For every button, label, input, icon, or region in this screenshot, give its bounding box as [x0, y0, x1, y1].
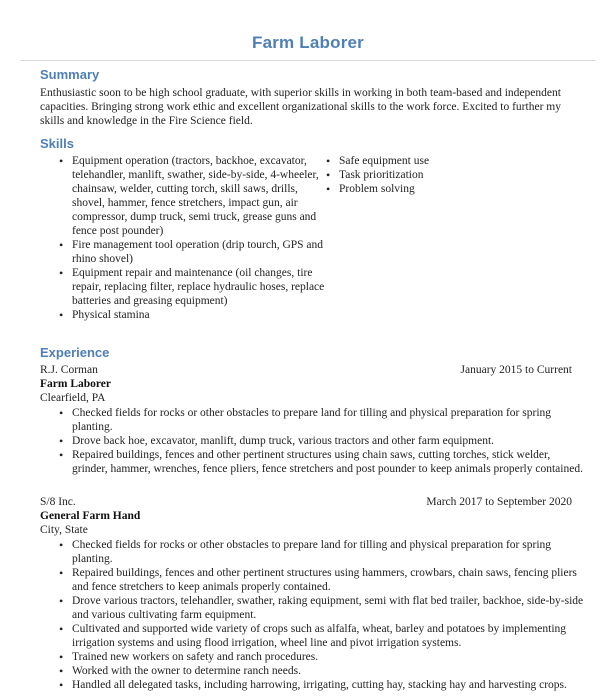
skill-item: • Equipment repair and maintenance (oil changes, tire repair, replacing filter, replace hydraulic hoses, replace batteries and greasing equipment) — [40, 266, 325, 308]
skills-list-right — [307, 154, 567, 196]
job-dates: January 2015 to Current — [460, 364, 572, 376]
job-location: City, State — [40, 524, 88, 536]
job-bullet: • Drove various tractors, telehandler, swather, raking equipment, semi with flat bed trailer, backhoe, side-by-side and various cultivating farm equipment. — [40, 594, 585, 622]
job-bullet: • Cultivated and supported wide variety of crops such as alfalfa, wheat, barley and potatoes by implementing irrigation systems and using flood irrigation, wheel line and pivot irrigation systems. — [40, 622, 585, 650]
skill-item: • Equipment operation (tractors, backhoe, excavator, telehandler, manlift, swather, side-by-side, 4-wheeler, chainsaw, welder, cutting torch, skill saws, drills, shovel, hammer, fence stretchers, impact gun, air compressor, dump truck, semi truck, grease guns and fence post pounder) — [40, 154, 325, 238]
summary-heading: Summary — [40, 67, 100, 82]
skills-list-left — [40, 154, 325, 322]
job-company: R.J. Corman — [40, 364, 98, 376]
job-bullet: • Handled all delegated tasks, including harrowing, irrigating, cutting hay, stacking hay and harvesting crops. — [40, 678, 585, 692]
job-bullet: • Checked fields for rocks or other obstacles to prepare land for tilling and physical preparation for spring planting. — [40, 538, 585, 566]
skill-item: • Fire management tool operation (drip tourch, GPS and rhino shovel) — [40, 238, 325, 266]
job-company: S/8 Inc. — [40, 496, 76, 508]
job-bullet: • Checked fields for rocks or other obstacles to prepare land for tilling and physical preparation for spring planting. — [40, 406, 585, 434]
experience-heading: Experience — [40, 345, 110, 360]
job-location: Clearfield, PA — [40, 392, 106, 404]
job-dates: March 2017 to September 2020 — [426, 496, 572, 508]
skills-heading: Skills — [40, 136, 74, 151]
job-bullets — [40, 406, 585, 476]
header-divider — [20, 60, 596, 61]
job-title: General Farm Hand — [40, 510, 141, 522]
skill-item: • Safe equipment use — [307, 154, 567, 168]
resume-name: Farm Laborer — [252, 33, 364, 52]
job-bullet: • Repaired buildings, fences and other pertinent structures using hammers, crowbars, chain saws, fencing pliers and fence stretchers to keep animals properly contained. — [40, 566, 585, 594]
skill-item: • Task prioritization — [307, 168, 567, 182]
job-bullet: • Worked with the owner to determine ranch needs. — [40, 664, 585, 678]
job-bullet: • Trained new workers on safety and ranch procedures. — [40, 650, 585, 664]
job-bullet: • Repaired buildings, fences and other pertinent structures using chain saws, cutting torches, stick welder, grinder, hammer, wrenches, fence pliers, fence stretchers and post pounder to keep animals properly contained. — [40, 448, 585, 476]
skill-item: • Problem solving — [307, 182, 567, 196]
job-title: Farm Laborer — [40, 378, 112, 390]
job-bullet: • Drove back hoe, excavator, manlift, dump truck, various tractors and other farm equipment. — [40, 434, 585, 448]
job-bullets — [40, 538, 585, 692]
skill-item: • Physical stamina — [40, 308, 325, 322]
summary-text: Enthusiastic soon to be high school graduate, with superior skills in working in both team-based and independent capacities. Bringing strong work ethic and excellent organizational skills to the work force. Excited to further my skills and knowledge in the Fire Science field. — [40, 87, 561, 127]
